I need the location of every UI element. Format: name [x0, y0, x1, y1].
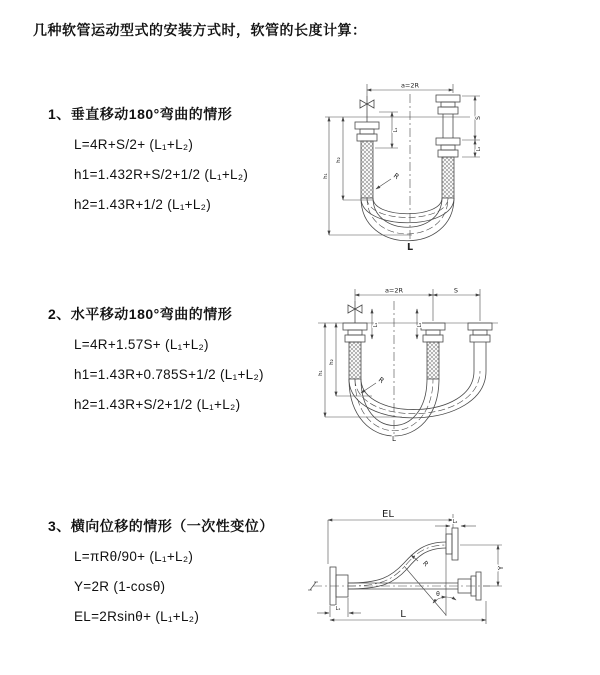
section-1-heading: 1、垂直移动180°弯曲的情形 [48, 106, 233, 122]
formula-2-h1: h1=1.43R+0.785S+1/2 (L₁+L₂) [74, 367, 264, 382]
u-hose-curves [361, 198, 454, 241]
valve-icon [348, 301, 362, 323]
dim-label-h1: h₁ [318, 370, 324, 376]
dim-label-l1: L₁ [373, 322, 379, 328]
radius-label: R [420, 559, 430, 569]
formula-1-h1: h1=1.432R+S/2+1/2 (L₁+L₂) [74, 167, 249, 182]
diagram-vertical-180-bend [315, 78, 600, 255]
top-right-flange [446, 528, 458, 560]
dim-label-l2: L₂ [476, 146, 482, 152]
left-hose-braid [349, 342, 361, 379]
right-pipe-fitting [436, 95, 460, 157]
dim-label-h2: h₂ [329, 359, 335, 365]
left-pipe-fitting [343, 323, 367, 342]
left-pipe-fitting [355, 122, 379, 141]
right-pipe-fitting [468, 323, 492, 371]
middle-pipe-fitting [421, 323, 445, 342]
formula-1-h2: h2=1.43R+1/2 (L₁+L₂) [74, 197, 212, 212]
dimension-lines [325, 309, 417, 417]
radius-label: R [376, 375, 386, 386]
middle-hose-braid [427, 342, 439, 379]
formula-3-l: L=πRθ/90+ (L₁+L₂) [74, 549, 194, 564]
dim-label-a2r: a=2R [384, 286, 404, 295]
length-label: L [392, 435, 396, 443]
dim-label-l1: L₁ [393, 127, 399, 133]
diagram-horizontal-180-bend [310, 283, 600, 448]
right-hose-braid [442, 157, 454, 198]
formula-2-h2: h2=1.43R+S/2+1/2 (L₁+L₂) [74, 397, 241, 412]
dim-label-el: EL [382, 509, 394, 520]
dim-label-s: S [475, 116, 482, 120]
angle-theta-label: θ [436, 591, 440, 598]
s-curve-hose [348, 542, 446, 589]
formula-2-l: L=4R+1.57S+ (L₁+L₂) [74, 337, 209, 352]
dim-label-h2: h₂ [336, 157, 342, 163]
length-label: L [400, 609, 406, 620]
dim-top-lines [355, 286, 480, 321]
dim-label-h1: h₁ [323, 173, 329, 179]
valve-icon [360, 96, 374, 122]
section-3-heading: 3、横向位移的情形（一次性变位） [48, 518, 274, 534]
dim-el-lines [328, 514, 453, 564]
dim-label-l2: L₂ [417, 322, 423, 328]
section-2-heading: 2、水平移动180°弯曲的情形 [48, 306, 233, 322]
u-hose-curves [349, 371, 486, 436]
dim-label-s: S [453, 286, 459, 295]
page-title: 几种软管运动型式的安装方式时，软管的长度计算： [33, 22, 367, 38]
left-hose-braid [361, 141, 373, 198]
dim-label-l1: L₁ [335, 606, 341, 612]
dim-label-a2r: a=2R [400, 81, 420, 90]
section-lateral [48, 516, 274, 632]
dim-label-l2: L₂ [452, 519, 458, 525]
section-vertical-180 [48, 104, 248, 220]
formula-1-l: L=4R+S/2+ (L₁+L₂) [74, 137, 194, 152]
section-horizontal-180 [48, 304, 264, 420]
formula-3-y: Y=2R (1-cosθ) [74, 579, 166, 594]
dim-l-lines [330, 601, 486, 624]
length-label: L [406, 242, 414, 253]
dim-label-y: Y [497, 565, 505, 571]
radius-label: R [391, 171, 401, 182]
diagram-lateral-displacement [300, 498, 600, 643]
formula-3-el: EL=2Rsinθ+ (L₁+L₂) [74, 609, 200, 624]
